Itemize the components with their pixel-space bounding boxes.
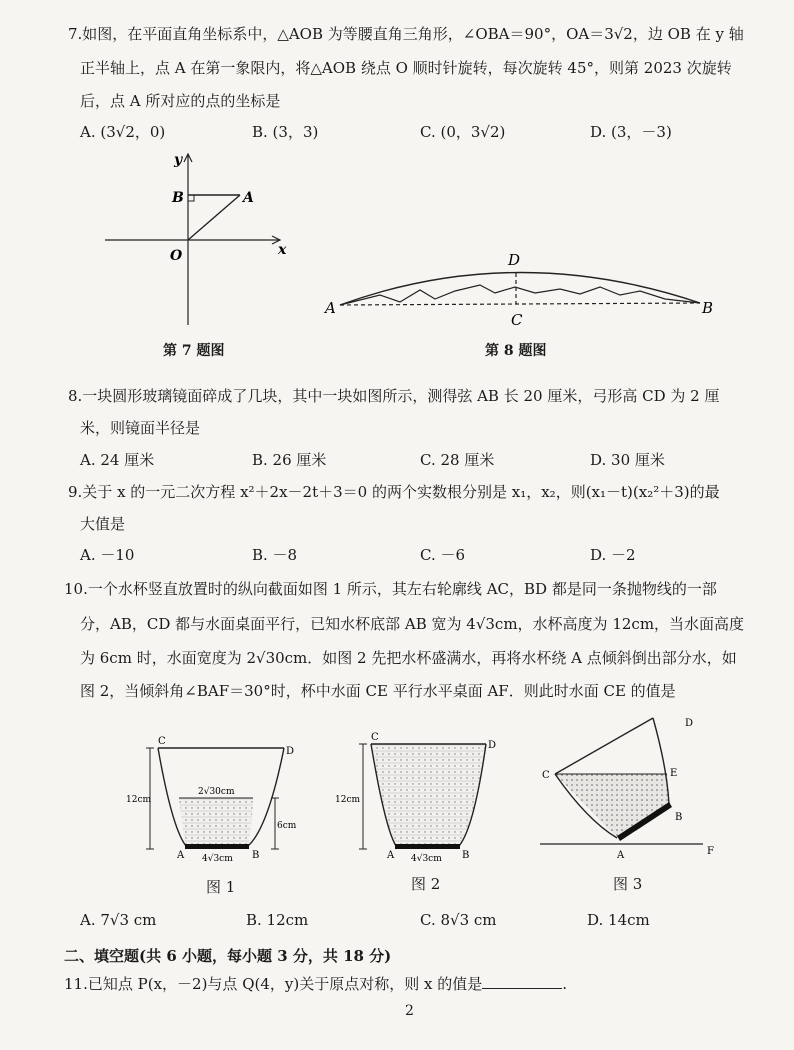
q11-end: . <box>562 975 567 993</box>
q9-options <box>80 545 780 565</box>
q10-line-3: 为 6cm 时，水面宽度为 2√30cm．如图 2 先把水杯盛满水，再将水杯绕 A 点倾斜倒出部分水，如 <box>80 649 737 667</box>
fig3-caption: 图 3 <box>613 875 643 893</box>
q7-line-1: 7.如图，在平面直角坐标系中，△AOB 为等腰直角三角形，∠OBA＝90°，OA＝3√2，边 OB 在 y 轴 <box>68 25 744 43</box>
fig1-label-d: D <box>286 746 295 757</box>
q11-line <box>64 974 567 994</box>
q8-option-d[interactable]: D. 30 厘米 <box>590 451 665 469</box>
fig1-label-a: A <box>177 850 185 861</box>
fig8-caption: 第 8 题图 <box>485 343 547 359</box>
fig1-label-base: 4√3cm <box>202 854 233 864</box>
q8-option-c[interactable]: C. 28 厘米 <box>420 451 495 469</box>
fig3-label-e: E <box>670 768 678 779</box>
q10-option-c[interactable]: C. 8√3 cm <box>420 911 497 929</box>
q10-line-4: 图 2，当倾斜角∠BAF＝30°时，杯中水面 CE 平行水平桌面 AF．则此时水面 CE 的值是 <box>80 682 676 700</box>
fig7-label-o: O <box>170 248 183 264</box>
fig7-diagram <box>100 150 300 330</box>
fig7-label-y: y <box>174 152 183 168</box>
q7-line-2: 正半轴上，点 A 在第一象限内，将△AOB 绕点 O 顺时针旋转，每次旋转 45°，则第 2023 次旋转 <box>80 59 732 77</box>
fig1-label-width: 2√30cm <box>198 787 235 797</box>
q10-line-1: 10.一个水杯竖直放置时的纵向截面如图 1 所示，其左右轮廓线 AC，BD 都是同一条抛物线的一部 <box>64 580 717 598</box>
fig3-label-a: A <box>617 850 625 861</box>
fig7-label-b: B <box>172 190 184 206</box>
q8-option-b[interactable]: B. 26 厘米 <box>252 451 327 469</box>
fig2-label-base: 4√3cm <box>411 854 442 864</box>
q9-option-c[interactable]: C. －6 <box>420 546 466 564</box>
fig2-label-c: C <box>371 732 379 743</box>
q10-option-d[interactable]: D. 14cm <box>587 911 650 929</box>
fig3-diagram <box>535 708 735 868</box>
section-2-title: 二、填空题(共 6 小题，每小题 3 分，共 18 分) <box>64 947 392 965</box>
q8-line-2: 米，则镜面半径是 <box>80 419 201 437</box>
fig2-diagram <box>333 728 508 873</box>
fig8-label-c: C <box>511 311 523 329</box>
fig1-diagram <box>126 728 310 873</box>
fig7-label-x: x <box>278 242 287 258</box>
fig2-label-b: B <box>462 850 470 861</box>
fig7-label-a: A <box>243 190 254 206</box>
fig8-diagram <box>320 245 730 330</box>
fig8-label-b: B <box>702 299 714 317</box>
fig2-label-a: A <box>387 850 395 861</box>
q9-option-a[interactable]: A. －10 <box>80 546 135 564</box>
q7-option-c[interactable]: C. (0，3√2) <box>420 123 506 141</box>
fig1-label-b: B <box>252 850 260 861</box>
q9-option-d[interactable]: D. －2 <box>590 546 636 564</box>
fig3-label-b: B <box>675 812 683 823</box>
q10-options <box>80 910 780 930</box>
fig1-label-height: 12cm <box>126 795 152 805</box>
fig1-label-6cm: 6cm <box>277 821 297 831</box>
fig1-label-c: C <box>158 736 166 747</box>
q10-line-2: 分，AB，CD 都与水面桌面平行，已知水杯底部 AB 宽为 4√3cm，水杯高度为 12cm，当水面高度 <box>80 615 745 633</box>
fig1-caption: 图 1 <box>206 878 236 896</box>
q8-line-1: 8.一块圆形玻璃镜面碎成了几块，其中一块如图所示，测得弦 AB 长 20 厘米，弓形高 CD 为 2 厘 <box>68 387 720 405</box>
fig2-label-d: D <box>488 740 497 751</box>
fig8-label-d: D <box>508 251 521 269</box>
q9-line-1: 9.关于 x 的一元二次方程 x²＋2x－2t＋3＝0 的两个实数根分别是 x₁，x₂，则(x₁－t)(x₂²＋3)的最 <box>68 483 720 501</box>
q7-option-d[interactable]: D. (3，－3) <box>590 123 672 141</box>
fig8-label-a: A <box>325 299 336 317</box>
fig3-label-d: D <box>685 718 694 729</box>
fig2-caption: 图 2 <box>411 875 441 893</box>
q11-answer-blank[interactable] <box>482 974 562 989</box>
q10-option-a[interactable]: A. 7√3 cm <box>80 911 157 929</box>
q8-options <box>80 450 780 470</box>
q11-text: 11.已知点 P(x，－2)与点 Q(4，y)关于原点对称，则 x 的值是 <box>64 975 483 993</box>
page-number: 2 <box>405 1003 414 1019</box>
fig7-caption: 第 7 题图 <box>163 343 225 359</box>
q7-option-a[interactable]: A. (3√2，0) <box>80 123 166 141</box>
fig3-label-f: F <box>707 846 714 857</box>
fig3-label-c: C <box>542 770 550 781</box>
q7-line-3: 后，点 A 所对应的点的坐标是 <box>80 92 281 110</box>
q8-option-a[interactable]: A. 24 厘米 <box>80 451 155 469</box>
q9-option-b[interactable]: B. －8 <box>252 546 298 564</box>
q9-line-2: 大值是 <box>80 515 126 533</box>
q7-options <box>80 122 780 142</box>
q7-option-b[interactable]: B. (3，3) <box>252 123 319 141</box>
q10-option-b[interactable]: B. 12cm <box>246 911 309 929</box>
fig2-label-height: 12cm <box>335 795 361 805</box>
